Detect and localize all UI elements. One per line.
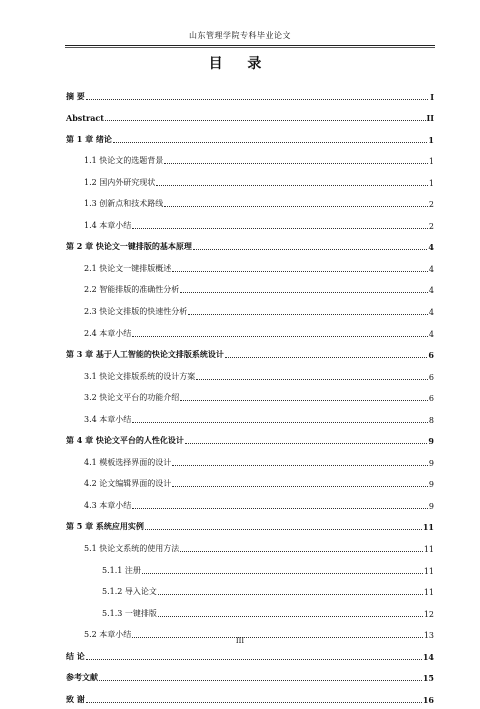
toc-leader-dots [188,314,428,315]
toc-entry[interactable] [66,644,434,666]
toc-entry-page: 11 [423,545,434,555]
toc-entry-label: 1.4 本章小结 [84,220,132,230]
toc-leader-dots [113,142,428,143]
toc-entry[interactable] [66,256,434,278]
toc-entry-label: 第 1 章 绪论 [66,133,112,144]
toc-entry-page: 9 [428,436,434,447]
toc-entry-label: 3.4 本章小结 [84,414,132,424]
toc-entry-label: 5.1.1 注册 [102,565,141,575]
toc-entry[interactable] [66,536,434,558]
toc-entry-label: 1.3 创新点和技术路线 [84,199,164,209]
toc-entry[interactable] [66,213,434,235]
toc-entry-page: 11 [423,588,434,598]
toc-leader-dots [164,206,428,207]
toc-entry-page: 4 [428,329,434,339]
header-rule [65,45,435,46]
toc-entry-label: 2.1 快论文一键排版概述 [84,263,172,273]
toc-entry-page: II [426,113,434,124]
toc-entry-page: 8 [428,415,434,425]
toc-entry-page: 12 [423,609,434,619]
toc-entry[interactable] [66,493,434,515]
toc-entry-page: 16 [422,694,434,705]
toc-entry[interactable] [66,106,434,128]
toc-leader-dots [86,99,428,100]
toc-leader-dots [132,508,428,509]
toc-entry-label: 第 4 章 快论文平台的人性化设计 [66,435,184,446]
toc-entry-label: 4.2 论文编辑界面的设计 [84,479,172,489]
toc-entry-label: 摘 要 [66,90,85,101]
toc-entry-label: 4.1 模板选择界面的设计 [84,457,172,467]
toc-entry-page: 2 [428,221,434,231]
toc-entry-page: 9 [428,501,434,511]
toc-entry-label: 2.4 本章小结 [84,328,132,338]
toc-entry[interactable] [66,407,434,429]
toc-entry-page: 13 [423,631,434,641]
table-of-contents [66,84,434,709]
toc-entry-label: 第 5 章 系统应用实例 [66,521,144,532]
toc-entry-page: 4 [428,242,434,253]
toc-entry-page: 11 [422,522,434,533]
toc-entry-label: 2.3 快论文排版的快速性分析 [84,307,188,317]
toc-leader-dots [180,551,423,552]
toc-entry-label: 1.2 国内外研究现状 [84,177,156,187]
toc-leader-dots [132,336,428,337]
toc-leader-dots [180,292,428,293]
toc-entry[interactable] [66,666,434,688]
toc-entry-page: 6 [428,394,434,404]
toc-entry[interactable] [66,321,434,343]
toc-leader-dots [180,400,428,401]
toc-entry[interactable] [66,192,434,214]
toc-leader-dots [145,529,422,530]
toc-entry[interactable] [66,687,434,709]
toc-entry[interactable] [66,580,434,602]
toc-entry[interactable] [66,386,434,408]
toc-entry-page: 15 [422,673,434,684]
toc-entry-page: 6 [428,372,434,382]
toc-entry-label: 1.1 快论文的选题背景 [84,156,164,166]
toc-entry-page: 2 [428,200,434,210]
toc-entry-label: 5.1 快论文系统的使用方法 [84,544,180,554]
toc-leader-dots [156,185,428,186]
toc-entry[interactable] [66,299,434,321]
toc-entry-label: 5.1.3 一键排版 [102,608,157,618]
header-rule-thin [65,47,435,48]
toc-leader-dots [172,271,428,272]
toc-entry-label: 4.3 本章小结 [84,500,132,510]
toc-entry[interactable] [66,149,434,171]
toc-entry-page: 1 [428,157,434,167]
toc-entry-page: 14 [422,651,434,662]
toc-entry-page: I [430,91,434,102]
toc-entry-label: 参考文献 [66,672,98,683]
toc-entry[interactable] [66,278,434,300]
toc-entry-page: 9 [428,458,434,468]
toc-entry[interactable] [66,429,434,451]
toc-entry-label: 第 2 章 快论文一键排版的基本原理 [66,241,192,252]
toc-leader-dots [86,659,422,660]
toc-leader-dots [193,249,428,250]
toc-leader-dots [105,120,426,121]
toc-entry-label: 3.2 快论文平台的功能介绍 [84,393,180,403]
toc-entry[interactable] [66,84,434,106]
toc-leader-dots [172,486,428,487]
toc-entry[interactable] [66,472,434,494]
toc-entry-label: 结 论 [66,650,85,661]
toc-entry-page: 6 [428,350,434,361]
toc-entry-label: 2.2 智能排版的准确性分析 [84,285,180,295]
toc-leader-dots [99,680,422,681]
toc-entry-page: 11 [423,566,434,576]
toc-entry-label: 第 3 章 基于人工智能的快论文排版系统设计 [66,349,224,360]
toc-leader-dots [142,573,423,574]
header-text: 山东管理学院专科毕业论文 [189,31,291,40]
toc-entry-label: 3.1 快论文排版系统的设计方案 [84,371,196,381]
toc-entry[interactable] [66,515,434,537]
toc-leader-dots [225,357,428,358]
toc-entry[interactable] [66,601,434,623]
toc-entry-label: 5.2 本章小结 [84,630,132,640]
toc-entry[interactable] [66,127,434,149]
toc-leader-dots [196,379,428,380]
toc-entry-page: 1 [428,178,434,188]
toc-leader-dots [158,616,423,617]
toc-entry[interactable] [66,343,434,365]
toc-entry-page: 4 [428,264,434,274]
toc-entry-page: 4 [428,286,434,296]
toc-entry-page: 4 [428,308,434,318]
toc-leader-dots [132,422,428,423]
toc-entry-label: 5.1.2 导入论文 [102,587,157,597]
toc-leader-dots [172,465,428,466]
toc-leader-dots [158,594,423,595]
toc-entry[interactable] [66,450,434,472]
toc-entry-page: 1 [428,134,434,145]
toc-leader-dots [185,443,428,444]
toc-entry[interactable] [66,170,434,192]
toc-entry[interactable] [66,235,434,257]
toc-leader-dots [132,228,428,229]
toc-entry-page: 9 [428,480,434,490]
toc-entry-label: Abstract [66,113,104,124]
toc-entry-label: 致 谢 [66,693,85,704]
toc-leader-dots [86,702,422,703]
toc-entry[interactable] [66,364,434,386]
footer-page-number: III [235,637,245,645]
page-title: 目 录 [208,56,272,72]
toc-leader-dots [164,163,428,164]
toc-entry[interactable] [66,558,434,580]
